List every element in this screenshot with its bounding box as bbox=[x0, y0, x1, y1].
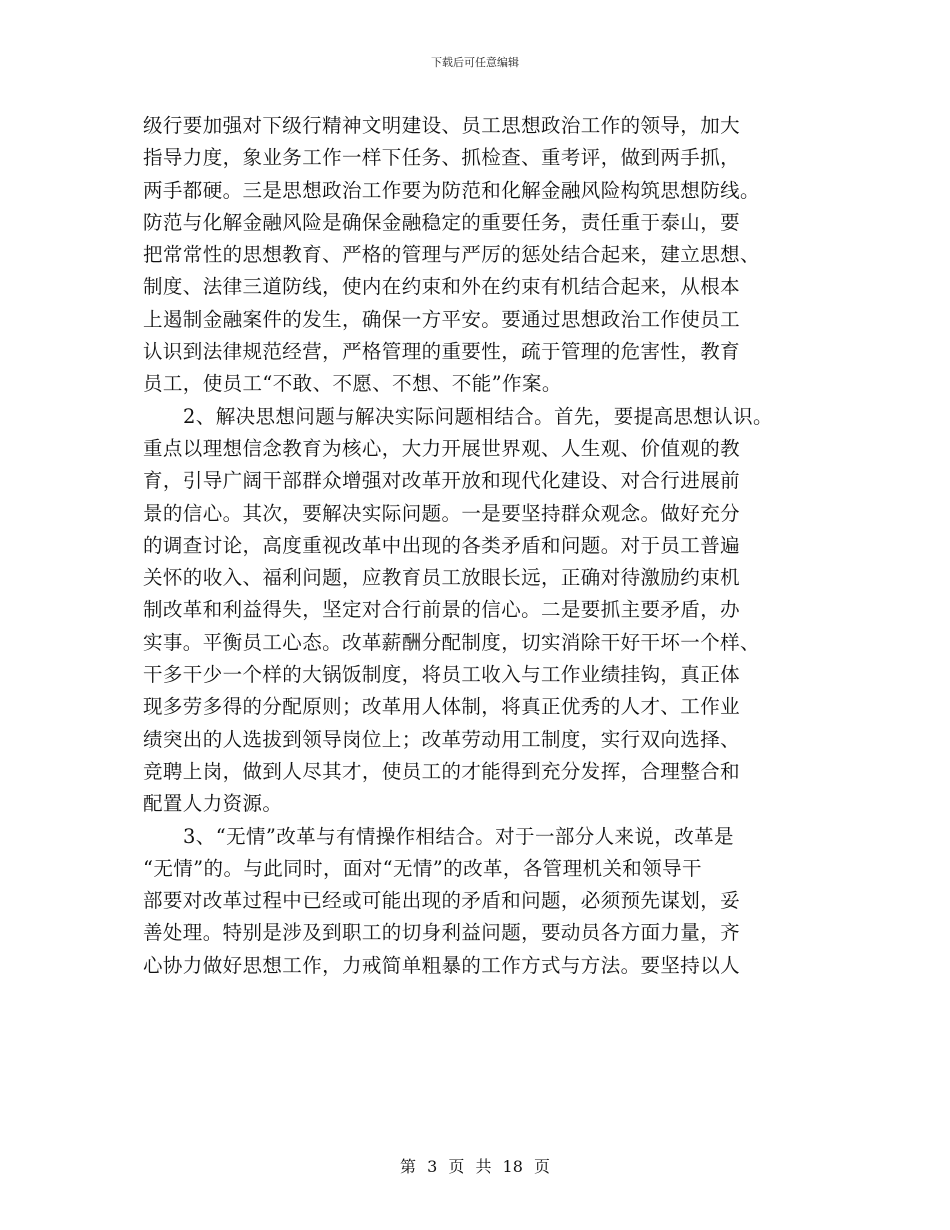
text-line: 制改革和利益得失，坚定对合行前景的信心。二是要抓主要矛盾，办 bbox=[143, 598, 741, 622]
text-line: 上遏制金融案件的发生，确保一方平安。要通过思想政治工作使员工 bbox=[143, 307, 741, 331]
text-line: 景的信心。其次，要解决实际问题。一是要坚持群众观念。做好充分 bbox=[143, 501, 741, 525]
text-line: 3、“无情”改革与有情操作相结合。对于一部分人来说，改革是 bbox=[183, 824, 734, 848]
text-line: 级行要加强对下级行精神文明建设、员工思想政治工作的领导，加大 bbox=[143, 114, 741, 137]
text-line: “无情”的。与此同时，面对“无情”的改革，各管理机关和领导干 bbox=[143, 856, 702, 880]
text-line: 绩突出的人选拔到领导岗位上；改革劳动用工制度，实行双向选择、 bbox=[143, 727, 741, 751]
page-number-footer: 第 3 页 共 18 页 bbox=[400, 1157, 550, 1176]
text-line: 两手都硬。三是思想政治工作要为防范和化解金融风险构筑思想防线。 bbox=[143, 178, 760, 202]
text-line: 心协力做好思想工作，力戒简单粗暴的工作方式与方法。要坚持以人 bbox=[143, 953, 741, 977]
text-line: 竞聘上岗，做到人尽其才，使员工的才能得到充分发挥，合理整合和 bbox=[143, 759, 741, 783]
text-line: 指导力度，象业务工作一样下任务、抓检查、重考评，做到两手抓， bbox=[143, 146, 741, 170]
text-line: 制度、法律三道防线，使内在约束和外在约束有机结合起来，从根本 bbox=[143, 275, 741, 299]
text-line: 关怀的收入、福利问题，应教育员工放眼长远，正确对待激励约束机 bbox=[143, 566, 741, 590]
text-line: 把常常性的思想教育、严格的管理与严厉的惩处结合起来，建立思想、 bbox=[143, 243, 760, 267]
text-line: 重点以理想信念教育为核心，大力开展世界观、人生观、价值观的教 bbox=[143, 436, 741, 460]
text-line: 员工，使员工“不敢、不愿、不想、不能”作案。 bbox=[143, 372, 562, 396]
text-line: 防范与化解金融风险是确保金融稳定的重要任务，责任重于泰山，要 bbox=[143, 210, 741, 234]
text-line: 善处理。特别是涉及到职工的切身利益问题，要动员各方面力量，齐 bbox=[143, 921, 741, 945]
text-line: 育，引导广阔干部群众增强对改革开放和现代化建设、对合行进展前 bbox=[143, 469, 741, 493]
page-header: 下载后可任意编辑 bbox=[431, 56, 519, 69]
text-line: 认识到法律规范经营，严格管理的重要性，疏于管理的危害性，教育 bbox=[143, 340, 741, 364]
document-body bbox=[143, 110, 833, 982]
text-line: 现多劳多得的分配原则；改革用人体制，将真正优秀的人才、工作业 bbox=[143, 695, 741, 719]
text-line: 实事。平衡员工心态。改革薪酬分配制度，切实消除干好干坏一个样、 bbox=[143, 630, 760, 654]
text-line: 部要对改革过程中已经或可能出现的矛盾和问题，必须预先谋划，妥 bbox=[143, 889, 741, 913]
text-line: 2、解决思想问题与解决实际问题相结合。首先，要提高思想认识。 bbox=[183, 404, 773, 428]
text-line: 配置人力资源。 bbox=[143, 792, 283, 816]
text-line: 干多干少一个样的大锅饭制度，将员工收入与工作业绩挂钩，真正体 bbox=[143, 663, 741, 687]
text-line: 的调查讨论，高度重视改革中出现的各类矛盾和问题。对于员工普遍 bbox=[143, 533, 741, 557]
